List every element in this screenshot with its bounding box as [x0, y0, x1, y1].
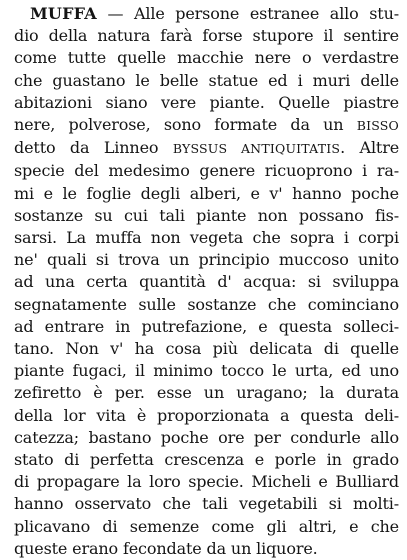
text-line	[14, 227, 399, 249]
text-run: sarsi. La muffa non vegeta che sopra i corpi	[14, 228, 399, 248]
text-run: nere, polverose, sono formate da un	[14, 115, 357, 135]
text-line	[14, 493, 399, 515]
text-run: detto da Linneo	[14, 138, 173, 158]
text-line	[14, 427, 399, 449]
text-run: stato di perfetta crescenza e porle in grado	[14, 450, 399, 470]
text-line	[14, 114, 399, 137]
text-run: mi e le foglie degli alberi, e v' hanno poche	[14, 183, 399, 203]
article-headword: MUFFA	[30, 4, 97, 23]
text-line	[14, 92, 399, 114]
text-line	[14, 405, 399, 427]
text-line	[14, 47, 399, 69]
text-line	[14, 249, 399, 271]
text-line	[14, 538, 399, 560]
text-line	[14, 160, 399, 182]
text-run: che guastano le belle statue ed i muri delle	[14, 70, 399, 90]
text-line	[14, 471, 399, 493]
text-run: sostanze su cui tali piante non possano fis-	[14, 205, 399, 225]
text-run: zefiretto è per. esse un uragano; la durata	[14, 383, 399, 403]
text-run: . Altre	[340, 138, 400, 158]
text-run: specie del medesimo genere ricuoprono i ra-	[14, 161, 399, 181]
text-line	[14, 294, 399, 316]
text-run: piante fugaci, il minimo tocco le urta, ed uno	[14, 361, 399, 381]
text-run: catezza; bastano poche ore per condurle allo	[14, 427, 399, 447]
text-line	[14, 183, 399, 205]
text-run: ne' quali si trova un principio muccoso unito	[14, 250, 399, 270]
text-line	[14, 449, 399, 471]
text-run: — Alle persone estranee allo stu-	[96, 4, 399, 23]
text-run: queste erano fecondate da un liquore.	[14, 538, 318, 558]
text-line	[14, 205, 399, 227]
text-run: di propagare la loro specie. Micheli e Bulliard	[14, 472, 399, 492]
text-run: segnatamente sulle sostanze che cominciano	[14, 294, 399, 314]
text-run: come tutte quelle macchie nere o verdastre	[14, 48, 399, 68]
text-run: tano. Non v' ha cosa più delicata di quelle	[14, 339, 399, 359]
article-paragraph	[14, 3, 399, 560]
text-run: ad una certa quantità d' acqua: si sviluppa	[14, 272, 399, 292]
text-run: dio della natura farà forse stupore il sentire	[14, 26, 399, 46]
text-line	[14, 25, 399, 47]
text-line	[14, 137, 399, 160]
text-line	[14, 338, 399, 360]
latin-term: BYSSUS ANTIQUITATIS	[172, 141, 341, 157]
text-run: ad entrare in putrefazione, e questa solleci-	[14, 316, 399, 336]
text-run: plicavano di semenze come gli altri, e che	[14, 516, 399, 536]
text-run: hanno osservato che tali vegetabili si molti-	[14, 494, 399, 514]
text-line	[14, 316, 399, 338]
text-run: della lor vita è proporzionata a questa deli-	[14, 405, 399, 425]
text-line	[14, 271, 399, 293]
latin-term: BISSO	[356, 118, 399, 134]
article-first-line	[14, 3, 399, 25]
text-line	[14, 382, 399, 404]
text-line	[14, 360, 399, 382]
text-run: abitazioni siano vere piante. Quelle piastre	[14, 92, 399, 112]
text-line	[14, 70, 399, 92]
